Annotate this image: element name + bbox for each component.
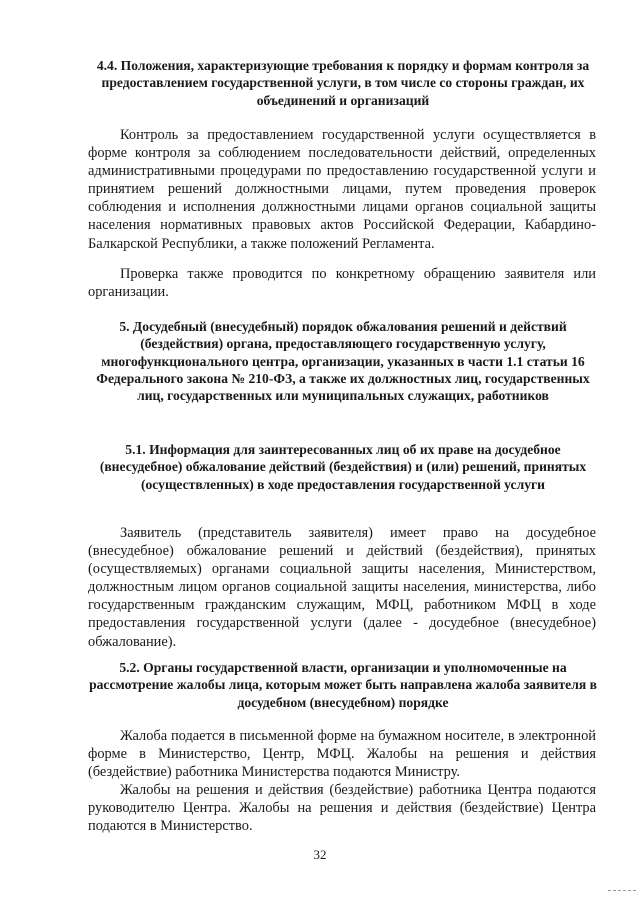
section-heading-5-2: 5.2. Органы государственной власти, организации и уполномоченные на рассмотрение жалобы лица, которым может быть направлена жалоба заявителя в досудебном (внесудебном) порядке (89, 660, 597, 710)
paragraph-complaint-center: Жалобы на решения и действия (бездействие) работника Центра подаются руководителю Центра. Жалобы на решения и действия (бездействие) Центра подаются в Министерство. (88, 782, 596, 835)
scan-artifact (608, 890, 636, 892)
page-number: 32 (313, 847, 327, 862)
paragraph-inspection: Проверка также проводится по конкретному обращению заявителя или организации. (88, 266, 596, 301)
paragraph-appeal-right: Заявитель (представитель заявителя) имеет право на досудебное (внесудебное) обжалование решений и действий (бездействия), принятых (осуществляемых) органами социальной защиты населения, Министерством, должностным лицом органов социальной защиты населения, министерства, либо государственным гражданским служащим, МФЦ, работником МФЦ в ходе предоставления государственной услуги (далее - досудебное (внесудебное) обжалование). (88, 525, 596, 650)
paragraph-control: Контроль за предоставлением государственной услуги осуществляется в форме контроля за соблюдением последовательности действий, определенных административными процедурами по предоставлению государственной услуги и принятием решений должностными лицами, путем проведения проверок соблюдения и исполнения должностными лицами органов социальной защиты населения нормативных правовых актов Российской Федерации, Кабардино-Балкарской Республики, а также положений Регламента. (88, 127, 596, 252)
section-heading-5: 5. Досудебный (внесудебный) порядок обжалования решений и действий (бездействия) органа, предоставляющего государственную услугу, многофункционального центра, организации, указанных в части 1.1 статьи 16 Федерального закона № 210-ФЗ, а также их должностных лиц, государственных лиц, государственных или муниципальных служащих, работников (96, 319, 590, 404)
paragraph-complaint-filing: Жалоба подается в письменной форме на бумажном носителе, в электронной форме в Министерство, Центр, МФЦ. Жалобы на решения и действия (бездействие) работника Министерства подаются Министру. (88, 728, 596, 781)
section-heading-5-1: 5.1. Информация для заинтересованных лиц об их праве на досудебное (внесудебное) обжалование действий (бездействия) и (или) решений, принятых (осуществленных) в ходе предоставления государственной услуги (99, 442, 587, 492)
section-heading-4-4: 4.4. Положения, характеризующие требования к порядку и формам контроля за предоставлением государственной услуги, в том числе со стороны граждан, их объединений и организаций (96, 58, 590, 108)
